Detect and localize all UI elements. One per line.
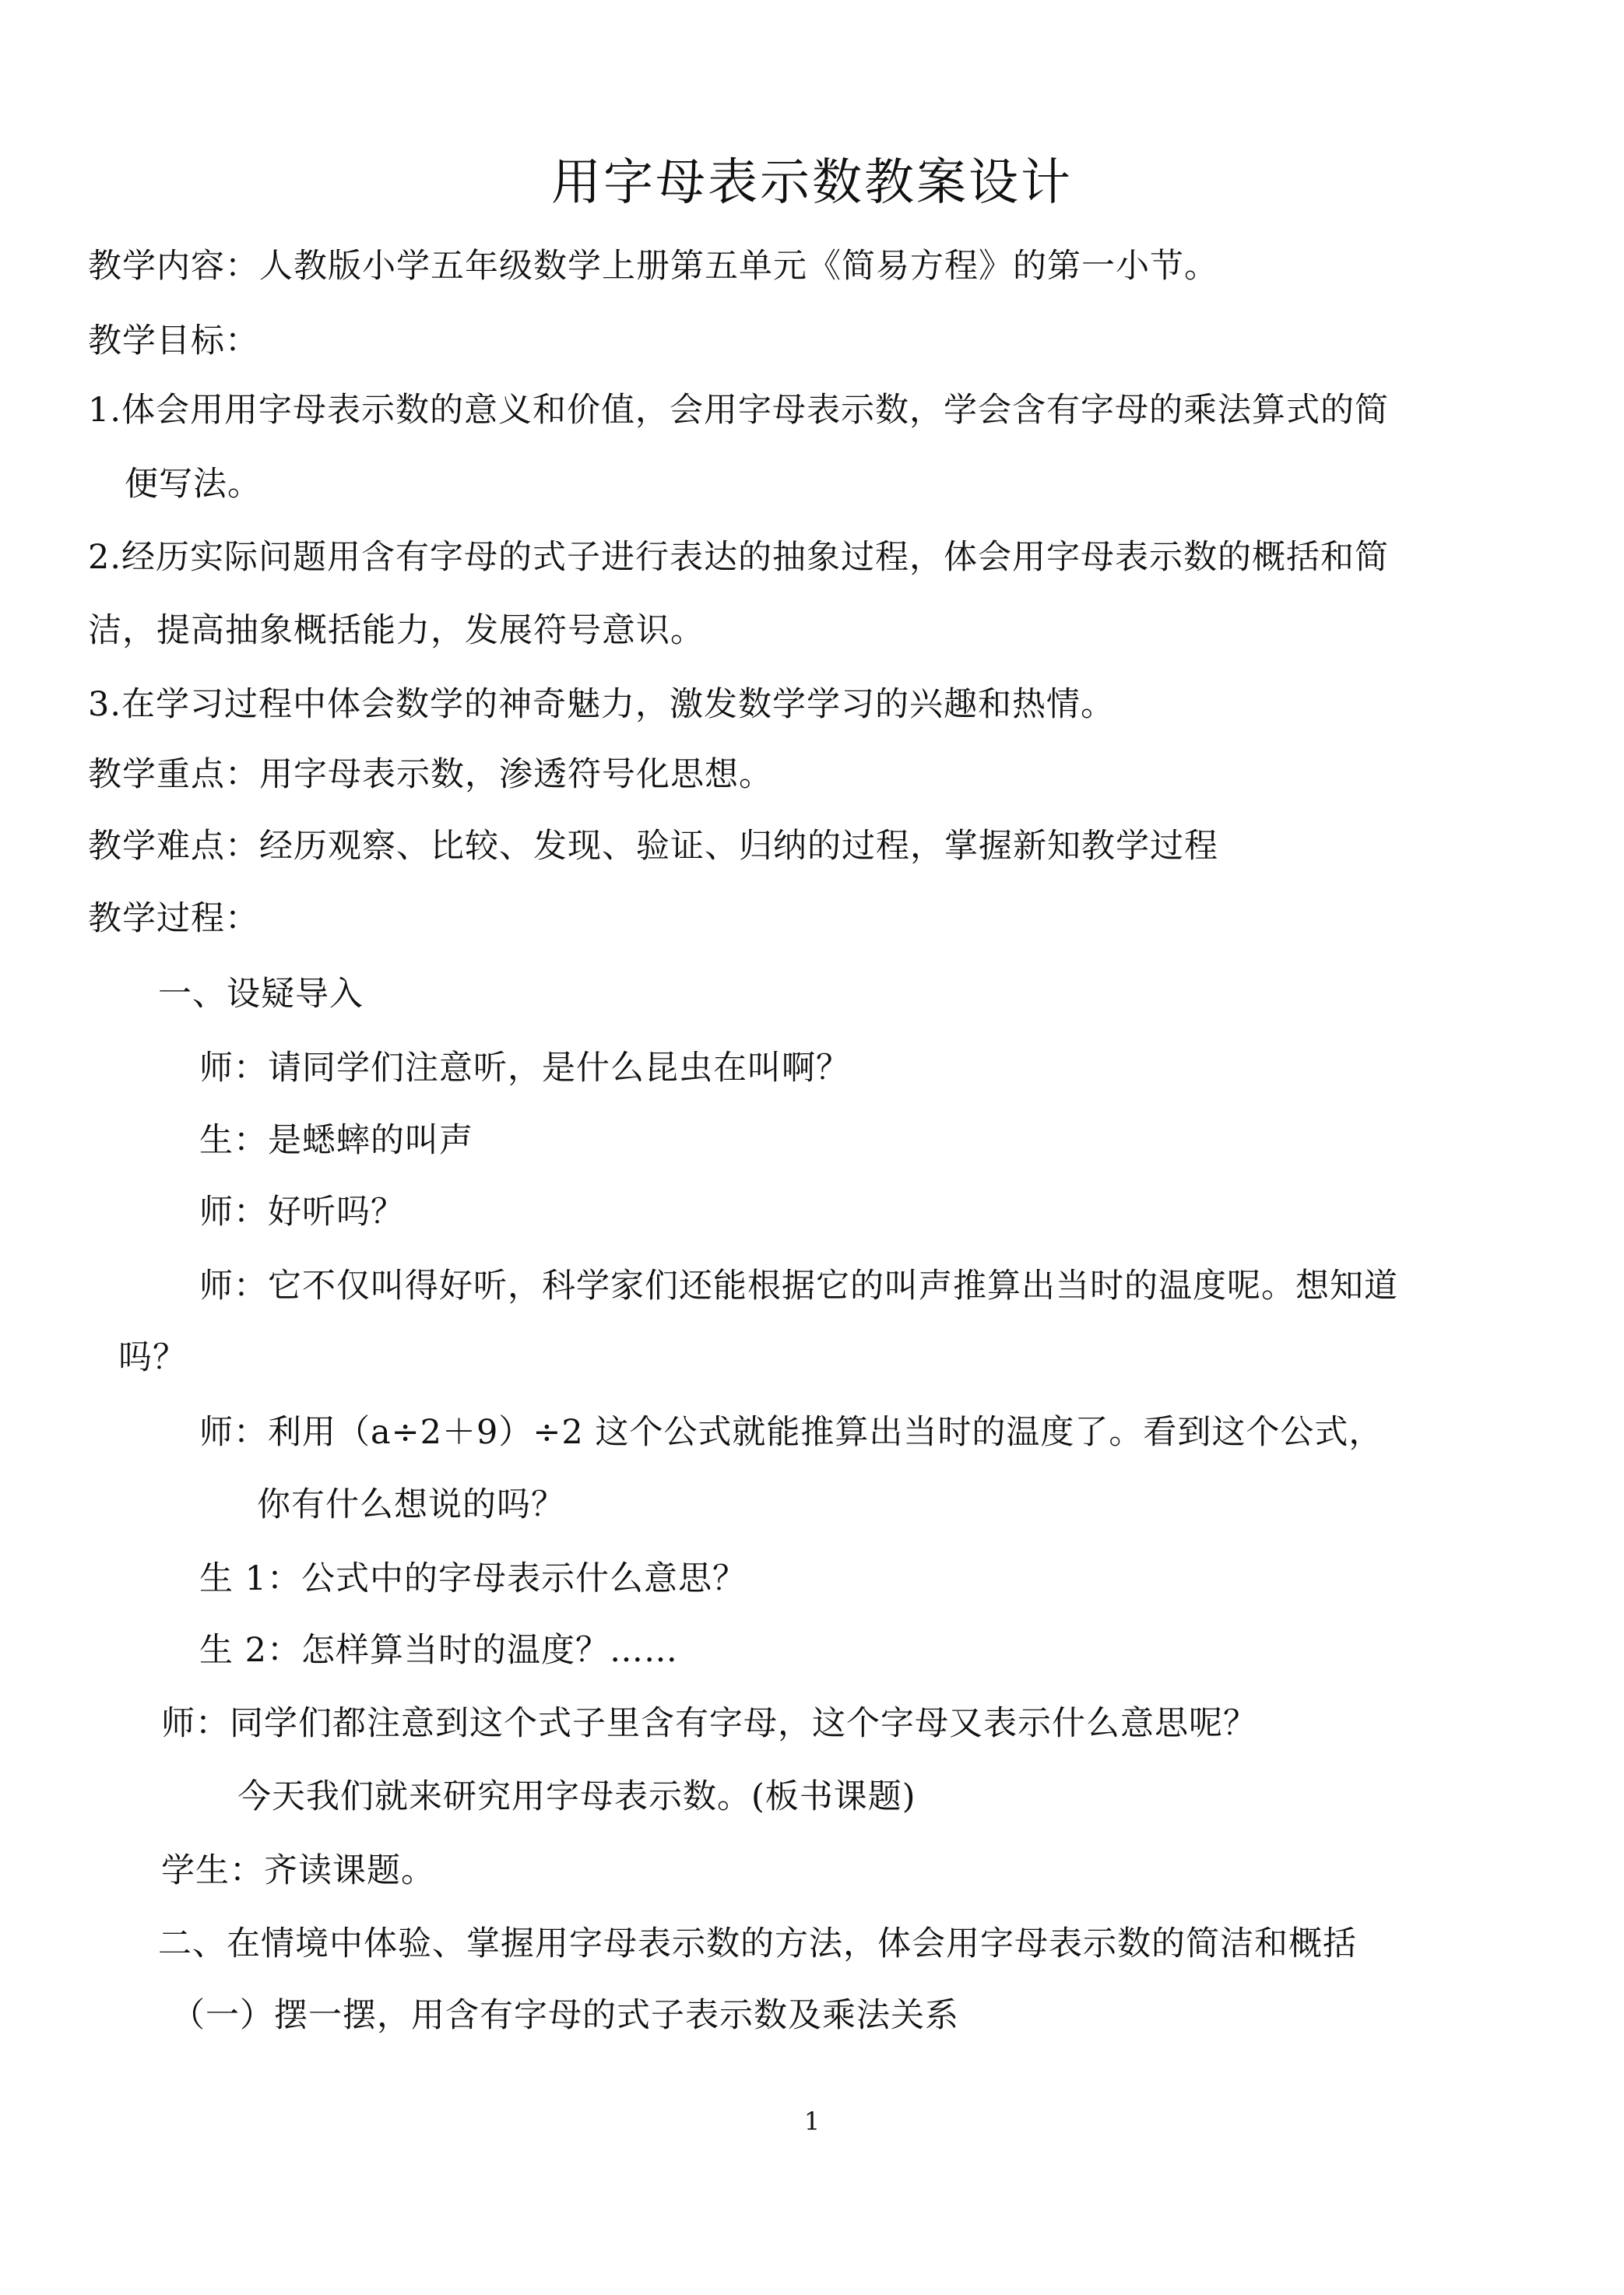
dialogue-line: 学生：齐读课题。 xyxy=(161,1851,435,1890)
objective-2-line-2: 洁，提高抽象概括能力，发展符号意识。 xyxy=(88,611,705,650)
section-1-heading: 一、设疑导入 xyxy=(158,975,364,1014)
key-point: 教学重点：用字母表示数，渗透符号化思想。 xyxy=(88,755,773,794)
dialogue-line: 师：好听吗？ xyxy=(199,1193,405,1232)
page-number: 1 xyxy=(803,2107,821,2136)
process-heading: 教学过程： xyxy=(88,899,259,938)
objective-1-line-1: 1.体会用用字母表示数的意义和价值，会用字母表示数，学会含有字母的乘法算式的简 xyxy=(88,391,1390,430)
dialogue-line: 你有什么想说的吗？ xyxy=(257,1485,565,1524)
objective-3: 3.在学习过程中体会数学的神奇魅力，激发数学学习的兴趣和热情。 xyxy=(88,685,1116,724)
dialogue-line: 师：请同学们注意听，是什么昆虫在叫啊？ xyxy=(199,1049,850,1088)
dialogue-line: 生 2：怎样算当时的温度？…… xyxy=(199,1631,679,1670)
teaching-content: 教学内容：人教版小学五年级数学上册第五单元《简易方程》的第一小节。 xyxy=(88,247,1218,286)
dialogue-line: 师：同学们都注意到这个式子里含有字母，这个字母又表示什么意思呢？ xyxy=(161,1704,1257,1743)
dialogue-line: 生：是蟋蟀的叫声 xyxy=(199,1121,473,1160)
objective-1-line-2: 便写法。 xyxy=(125,465,262,504)
dialogue-line: 师：它不仅叫得好听，科学家们还能根据它的叫声推算出当时的温度呢。想知道 xyxy=(199,1267,1398,1306)
dialogue-line: 吗？ xyxy=(118,1338,187,1377)
dialogue-line: 师：利用（a÷2＋9）÷2 这个公式就能推算出当时的温度了。看到这个公式， xyxy=(199,1413,1383,1452)
document-title: 用字母表示数教案设计 xyxy=(551,154,1073,212)
objective-2-line-1: 2.经历实际问题用含有字母的式子进行表达的抽象过程，体会用字母表示数的概括和简 xyxy=(88,538,1390,577)
section-2-heading: 二、在情境中体验、掌握用字母表示数的方法，体会用字母表示数的简洁和概括 xyxy=(158,1924,1357,1963)
difficulty: 教学难点：经历观察、比较、发现、验证、归纳的过程，掌握新知教学过程 xyxy=(88,827,1218,866)
objectives-heading: 教学目标： xyxy=(88,322,259,360)
dialogue-line: 今天我们就来研究用字母表示数。(板书课题) xyxy=(237,1777,916,1816)
dialogue-line: 生 1：公式中的字母表示什么意思？ xyxy=(199,1559,747,1598)
subsection-2-1-heading: （一）摆一摆，用含有字母的式子表示数及乘法关系 xyxy=(171,1996,959,2035)
